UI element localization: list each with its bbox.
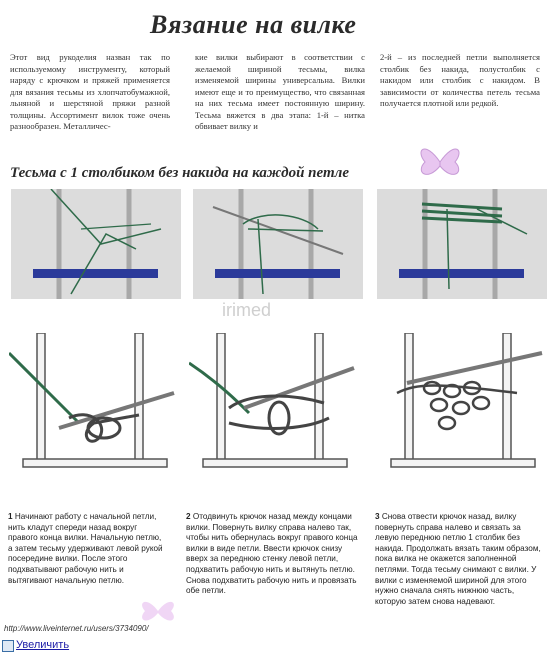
intro-column-1: Этот вид рукоделия назван так по используемому инструменту, который наряду с крючком и пряжей применяется для вязания тесьмы из хлопчатобумажной, льняной и шерстяной пряжи разной толщины. Ассортимент вилок тоже очень разнообразен. Металличес- [10,52,170,131]
step-2-photo [193,189,363,299]
butterfly-icon [415,140,465,185]
zoom-icon [2,640,14,652]
section-subtitle: Тесьма с 1 столбиком без накида на каждой петле [10,165,350,181]
step-2-drawing [189,333,359,483]
page-title: Вязание на вилке [150,10,357,39]
watermark: irimed [222,300,272,320]
step-1-number: 1 [8,512,13,521]
step-1-text [8,512,168,586]
step-3-number: 3 [375,512,380,521]
step-2-text [186,512,358,597]
step-1-body: Начинают работу с начальной петли, нить кладут спереди назад вокруг правого конца вилки. Начальную петлю, а затем тесьму удерживают левой рукой посередине вилки. После этого подхватывают рабочую нить и вытягивают начальную петлю. [8,512,163,585]
step-3-text [375,512,541,607]
source-url: http://www.liveinternet.ru/users/3734090/ [4,624,149,633]
zoom-link[interactable] [0,638,548,654]
intro-column-2: кие вилки выбирают в соответствии с желаемой шириной тесьмы, вилка изменяемой ширины универсальна. Вилки имеют еще и то преимущество, что связанная на них тесьма имеет постоянную ширину. Тесьма вяжется в два этапа: 1-й – нитка обвивает вилку и [195,52,365,131]
step-3-photo [377,189,547,299]
butterfly-small-icon [135,596,181,626]
step-2-number: 2 [186,512,191,521]
step-3-drawing [377,333,547,483]
step-1-photo [11,189,181,299]
intro-column-3: 2-й – из последней петли выполняется столбик без накида, полустолбик с накидом или столбик с накидом. В зависимости от количества петель тесьма получается плотной или редкой. [380,52,540,108]
step-3-body: Снова отвести крючок назад, вилку повернуть справа налево и связать за левую переднюю петлю 1 столбик без накида. Продолжать вязать таким образом, пока вилка не окажется заполненной петлями. Тогда тесьму снимают с вилки. У вилки с изменяемой шириной для этого нужно сначала снять нижнюю часть, которую затем снова надевают. [375,512,541,606]
step-2-body: Отодвинуть крючок назад между концами вилки. Повернуть вилку справа налево так, чтобы нить обернулась вокруг правого конца вилки в виде петли. Ввести крючок снизу вверх за переднюю стенку левой петли, подхватить рабочую нить и вытянуть петлю. Снова подхватить рабочую нить и провязать обе петли. [186,512,358,596]
step-1-drawing [9,333,179,483]
zoom-label[interactable]: Увеличить [16,639,70,651]
